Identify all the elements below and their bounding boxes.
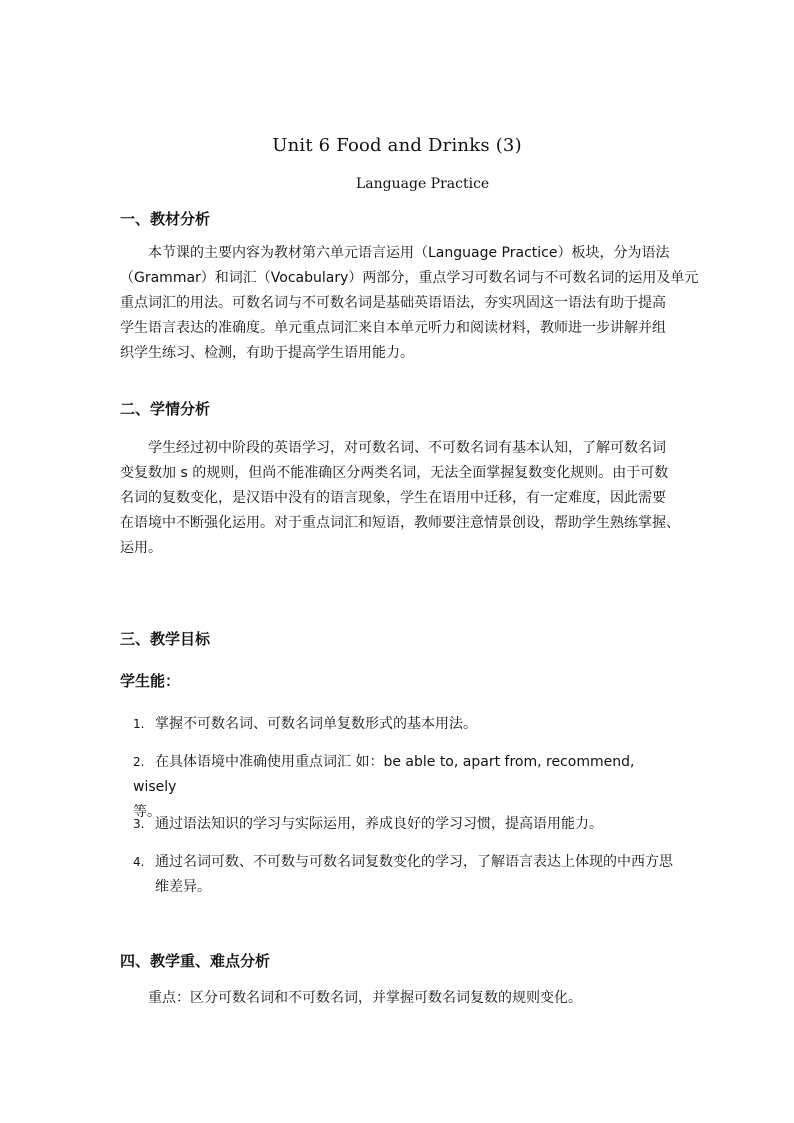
list-text: 通过名词可数、不可数与可数名词复数变化的学习，了解语言表达上体现的中西方思 <box>155 854 673 870</box>
section-heading-learner-analysis: 二、学情分析 <box>120 400 211 418</box>
paragraph-line: 变复数加 s 的规则，但尚不能准确区分两类名词，无法全面掌握复数变化规则。由于可数 <box>120 465 669 481</box>
list-item <box>133 812 681 837</box>
list-number: 1. <box>133 717 145 731</box>
list-text: 在具体语境中准确使用重点词汇 如：be able to, apart from, recommend, wisely <box>133 754 635 795</box>
list-text: 通过语法知识的学习与实际运用，养成良好的学习习惯，提高语用能力。 <box>155 816 603 832</box>
list-text-continuation: 等。 <box>133 804 161 820</box>
paragraph-line: 在语境中不断强化运用。对于重点词汇和短语，教师要注意情景创设，帮助学生熟练掌握、 <box>120 515 680 531</box>
paragraph-line: 名词的复数变化，是汉语中没有的语言现象，学生在语用中迁移，有一定难度，因此需要 <box>120 490 666 506</box>
list-item <box>133 850 681 900</box>
section-heading-teaching-objectives: 三、教学目标 <box>120 630 211 648</box>
paragraph-line: 织学生练习、检测，有助于提高学生语用能力。 <box>120 345 414 361</box>
paragraph-line: （Grammar）和词汇（Vocabulary）两部分，重点学习可数名词与不可数名词的运用及单元 <box>120 270 699 286</box>
list-text: 掌握不可数名词、可数名词单复数形式的基本用法。 <box>155 716 477 732</box>
section-paragraph-key-points <box>120 986 680 1011</box>
paragraph-line: 本节课的主要内容为教材第六单元语言运用（Language Practice）板块，分为语法 <box>148 245 670 261</box>
paragraph-line: 重点：区分可数名词和不可数名词，并掌握可数名词复数的规则变化。 <box>148 990 582 1006</box>
list-item <box>133 712 681 737</box>
list-text-continuation: 维差异。 <box>155 879 211 895</box>
section-heading-key-points: 四、教学重、难点分析 <box>120 952 271 970</box>
list-number: 2. <box>133 755 145 769</box>
paragraph-line: 学生经过初中阶段的英语学习，对可数名词、不可数名词有基本认知，了解可数名词 <box>148 440 666 456</box>
list-number: 3. <box>133 817 145 831</box>
paragraph-line: 重点词汇的用法。可数名词与不可数名词是基础英语语法，夯实巩固这一语法有助于提高 <box>120 295 666 311</box>
document-title: Unit 6 Food and Drinks (3) <box>272 135 522 156</box>
objectives-subheading: 学生能： <box>120 672 181 690</box>
section-paragraph-learner-analysis <box>120 436 680 561</box>
paragraph-line: 运用。 <box>120 540 162 556</box>
document-subtitle: Language Practice <box>356 176 490 192</box>
section-heading-textbook-analysis: 一、教材分析 <box>120 210 211 228</box>
list-number: 4. <box>133 855 145 869</box>
section-paragraph-textbook-analysis <box>120 241 699 366</box>
paragraph-line: 学生语言表达的准确度。单元重点词汇来自本单元听力和阅读材料，教师进一步讲解并组 <box>120 320 666 336</box>
